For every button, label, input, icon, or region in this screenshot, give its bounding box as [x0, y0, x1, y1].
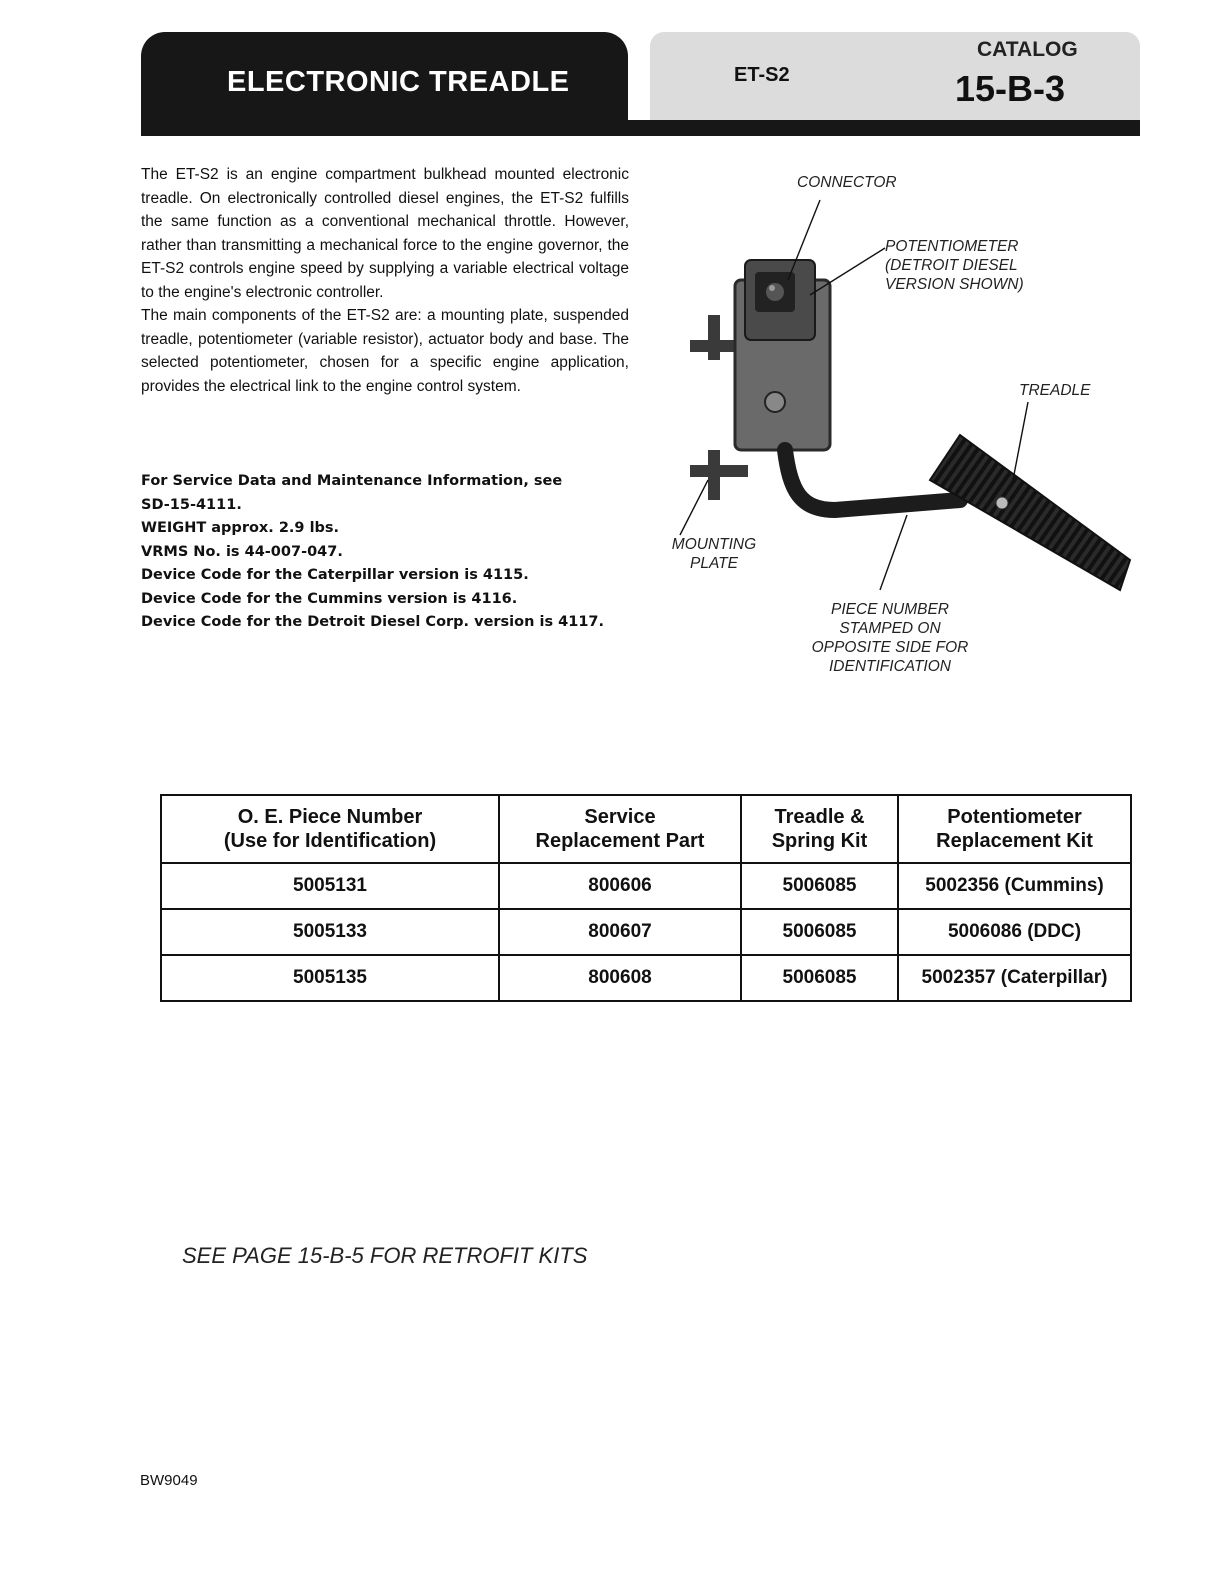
table-row	[161, 863, 1131, 909]
pivot-bolt	[765, 392, 785, 412]
callout-piece-number	[797, 600, 983, 676]
cell-spring-kit: 5006085	[741, 955, 898, 1001]
header-service-replacement: Service Replacement Part	[499, 795, 741, 863]
table-header-row	[161, 795, 1131, 863]
cell-service-part: 800607	[499, 909, 741, 955]
callout-potentiometer-line3: VERSION SHOWN)	[885, 276, 1024, 293]
cell-pot-kit: 5002356 (Cummins)	[898, 863, 1131, 909]
model-number: ET-S2	[734, 64, 790, 86]
parts-table	[160, 794, 1132, 1002]
catalog-label: CATALOG	[977, 38, 1078, 61]
cell-pot-kit: 5002357 (Caterpillar)	[898, 955, 1131, 1001]
device-code-caterpillar: Device Code for the Caterpillar version is 4115.	[141, 567, 529, 583]
header-treadle-spring-kit: Treadle & Spring Kit	[741, 795, 898, 863]
callout-piece-line1: PIECE NUMBER	[831, 601, 949, 618]
callout-piece-line2: STAMPED ON	[839, 620, 941, 637]
cell-service-part: 800606	[499, 863, 741, 909]
callout-connector: CONNECTOR	[797, 174, 897, 191]
header-bar	[141, 120, 1140, 136]
header-oe-piece-number: O. E. Piece Number (Use for Identification)	[161, 795, 499, 863]
callout-mounting-line2: PLATE	[690, 555, 738, 572]
callout-mounting-line1: MOUNTING	[671, 536, 757, 553]
cell-pot-kit: 5006086 (DDC)	[898, 909, 1131, 955]
cell-spring-kit: 5006085	[741, 863, 898, 909]
callout-piece-line3: OPPOSITE SIDE FOR	[811, 639, 969, 656]
callout-piece-line4: IDENTIFICATION	[829, 658, 951, 675]
cell-oe-piece: 5005131	[161, 863, 499, 909]
intro-paragraph-1: The ET-S2 is an engine compartment bulkhead mounted electronic treadle. On electronically controlled diesel engines, the ET-S2 fulfills the same function as a conventional mechanical throttle. However, rather than transmitting a mechanical force to the engine governor, the ET-S2 controls engine speed by supplying a variable electrical voltage to the engine's electronic controller.	[141, 166, 629, 301]
page-title: ELECTRONIC TREADLE	[227, 66, 570, 98]
header-potentiometer-kit: Potentiometer Replacement Kit	[898, 795, 1131, 863]
retrofit-note: SEE PAGE 15-B-5 FOR RETROFIT KITS	[182, 1243, 588, 1268]
cell-service-part: 800608	[499, 955, 741, 1001]
device-code-cummins: Device Code for the Cummins version is 4116.	[141, 590, 518, 607]
callout-treadle: TREADLE	[1019, 382, 1091, 399]
cell-oe-piece: 5005133	[161, 909, 499, 955]
callout-potentiometer-line1: POTENTIOMETER	[885, 238, 1019, 255]
document-code: BW9049	[140, 1472, 198, 1489]
service-info-line: For Service Data and Maintenance Information, see	[141, 473, 563, 489]
cell-spring-kit: 5006085	[741, 909, 898, 955]
callout-potentiometer	[885, 237, 1024, 294]
service-doc-ref: SD-15-4111.	[141, 496, 242, 513]
treadle-pad	[930, 435, 1130, 590]
intro-text	[141, 163, 629, 398]
cell-oe-piece: 5005135	[161, 955, 499, 1001]
vrms-spec: VRMS No. is 44-007-047.	[141, 543, 343, 560]
table-row	[161, 909, 1131, 955]
device-code-detroit: Device Code for the Detroit Diesel Corp. version is 4117.	[141, 614, 605, 630]
intro-paragraph-2: The main components of the ET-S2 are: a mounting plate, suspended treadle, potentiometer (variable resistor), actuator body and base. The selected potentiometer, chosen for a specific engine application, provides the electrical link to the engine control system.	[141, 307, 629, 395]
callout-mounting-plate	[668, 535, 760, 573]
callout-potentiometer-line2: (DETROIT DIESEL	[885, 257, 1018, 274]
weight-spec: WEIGHT approx. 2.9 lbs.	[141, 520, 340, 536]
catalog-number: 15-B-3	[955, 68, 1066, 109]
table-row	[161, 955, 1131, 1001]
specs-block	[141, 470, 641, 635]
